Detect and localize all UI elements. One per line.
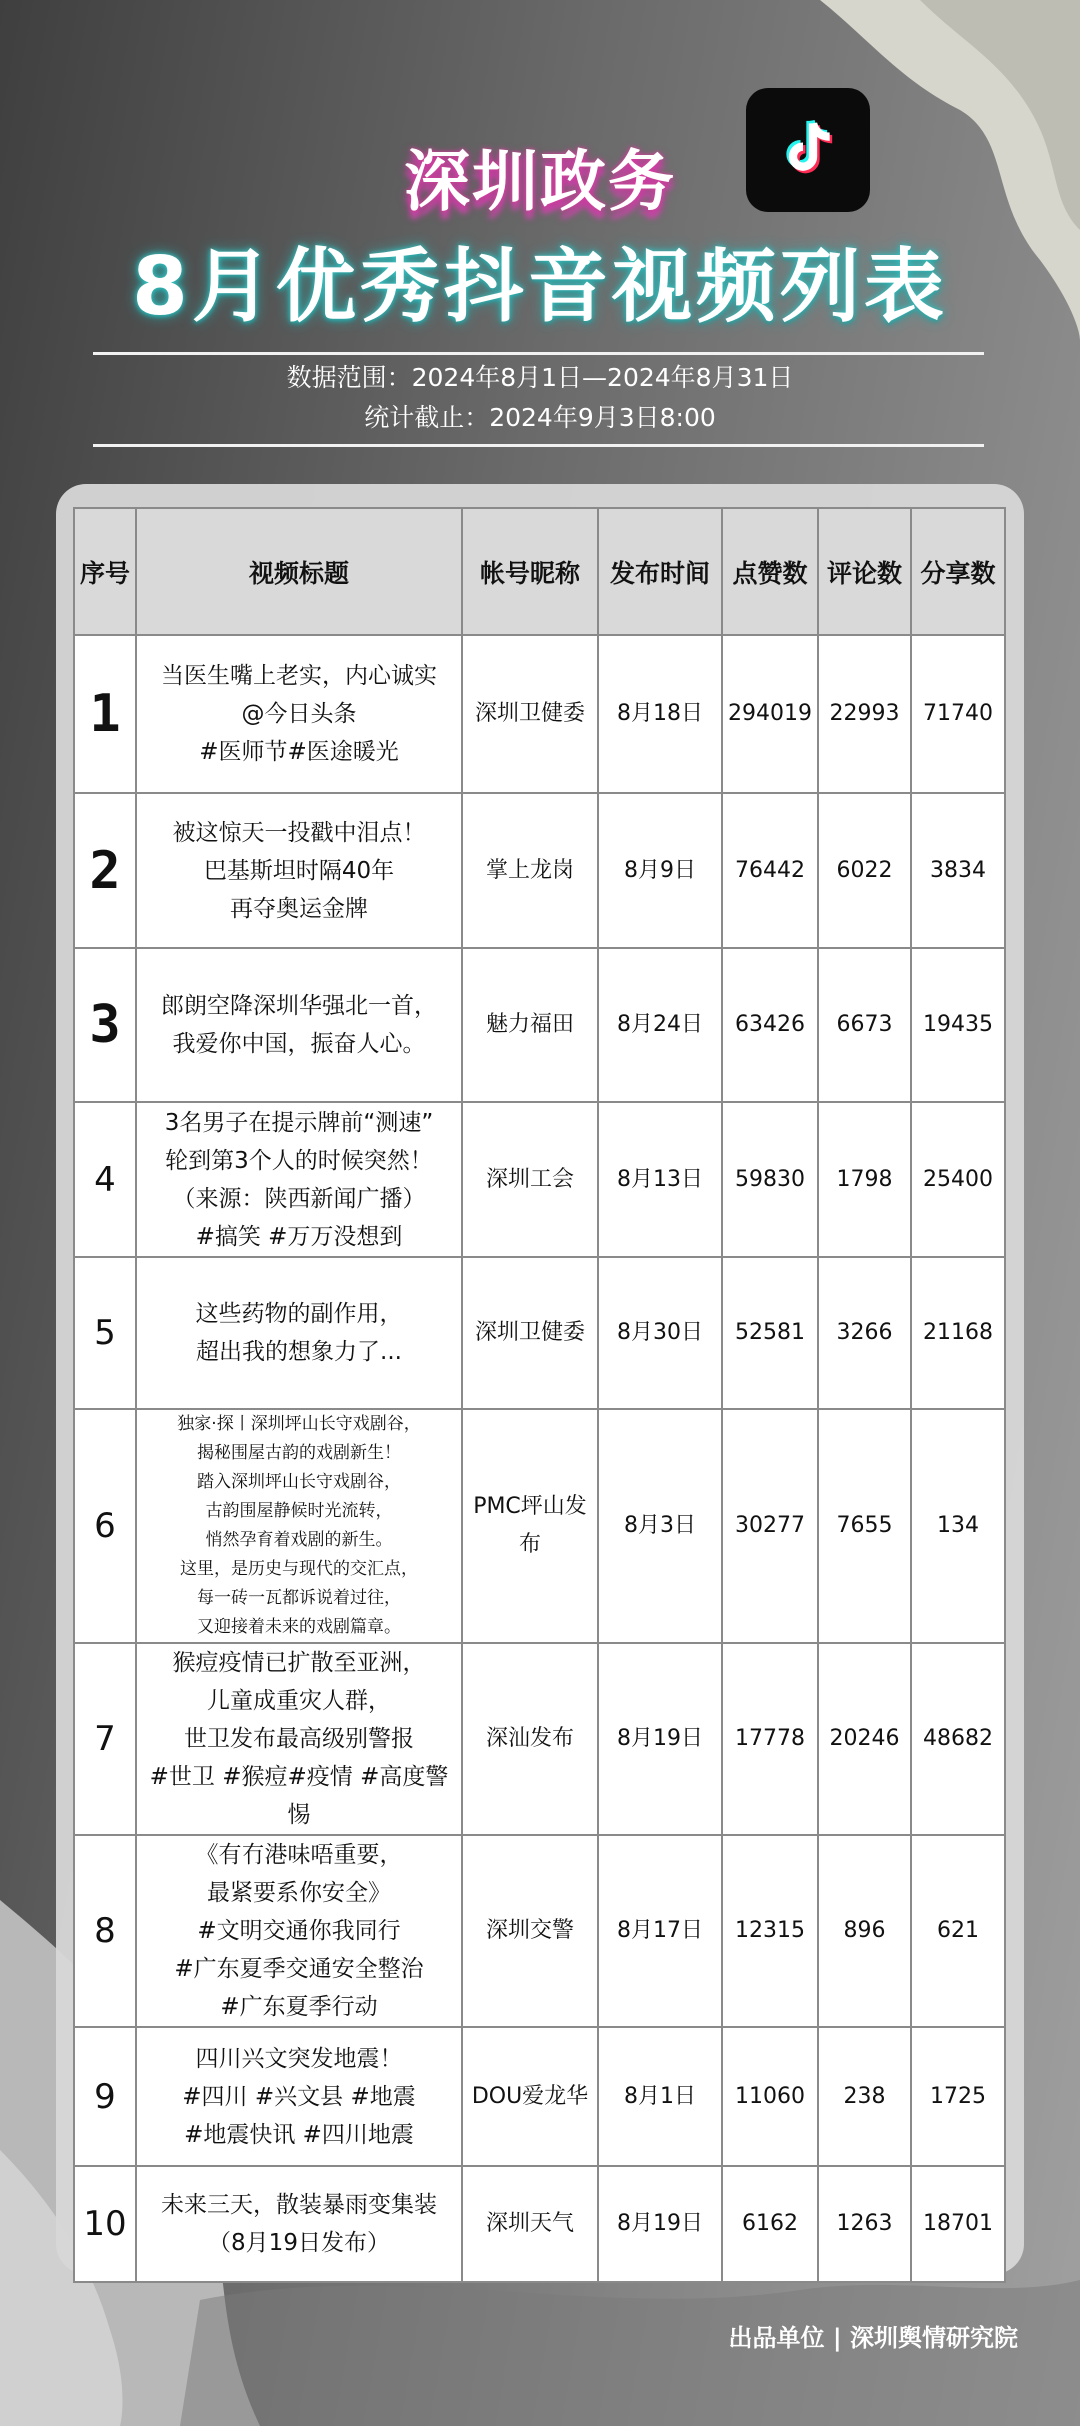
date-cell: 8月24日 <box>598 948 722 1102</box>
shares-cell: 3834 <box>911 793 1005 948</box>
table-row <box>74 1257 1005 1409</box>
account-cell: 深圳卫健委 <box>462 1257 598 1409</box>
shares-cell: 21168 <box>911 1257 1005 1409</box>
shares-cell: 18701 <box>911 2166 1005 2282</box>
title-line: 揭秘围屋古韵的戏剧新生！ <box>197 1443 401 1463</box>
rank-cell: 1 <box>74 635 136 793</box>
title-line: 未来三天，散装暴雨变集装 <box>161 2192 437 2218</box>
shares-cell: 621 <box>911 1835 1005 2027</box>
rank-cell: 10 <box>74 2166 136 2282</box>
title-line: 《有冇港味唔重要， <box>195 1842 403 1868</box>
account-cell: 深圳卫健委 <box>462 635 598 793</box>
video-table <box>73 507 1006 2283</box>
rank-cell: 7 <box>74 1643 136 1835</box>
comments-cell: 6022 <box>818 793 911 948</box>
column-header: 视频标题 <box>136 508 462 635</box>
account-cell: PMC坪山发布 <box>462 1409 598 1643</box>
title-line: 再夺奥运金牌 <box>230 895 368 922</box>
table-header-row <box>74 508 1005 635</box>
divider <box>93 352 984 355</box>
comments-cell: 6673 <box>818 948 911 1102</box>
title-line: 超出我的想象力了... <box>196 1339 402 1365</box>
account-cell: 深圳工会 <box>462 1102 598 1257</box>
date-cell: 8月17日 <box>598 1835 722 2027</box>
column-header: 帐号昵称 <box>462 508 598 635</box>
table-row <box>74 948 1005 1102</box>
title-line: 巴基斯坦时隔40年 <box>203 857 395 884</box>
title-line: #搞笑 #万万没想到 <box>195 1223 403 1250</box>
title-line: 我爱你中国，振奋人心。 <box>172 1031 426 1057</box>
account-cell: 魅力福田 <box>462 948 598 1102</box>
title-line: #广东夏季交通安全整治 <box>174 1956 424 1982</box>
table-row <box>74 1409 1005 1643</box>
likes-cell: 17778 <box>722 1643 818 1835</box>
date-cell: 8月30日 <box>598 1257 722 1409</box>
date-cell: 8月3日 <box>598 1409 722 1643</box>
table-row <box>74 2027 1005 2166</box>
comments-cell: 3266 <box>818 1257 911 1409</box>
title-line: 世卫发布最高级别警报 <box>184 1726 414 1752</box>
title-line: 儿童成重灾人群， <box>207 1688 391 1714</box>
title-line: 3名男子在提示牌前“测速” <box>164 1109 434 1136</box>
account-cell: DOU爱龙华 <box>462 2027 598 2166</box>
shares-cell: 1725 <box>911 2027 1005 2166</box>
shares-cell: 25400 <box>911 1102 1005 1257</box>
title-line1: 深圳政务 <box>404 143 676 220</box>
comments-cell: 22993 <box>818 635 911 793</box>
table-row <box>74 2166 1005 2282</box>
rank-cell: 8 <box>74 1835 136 2027</box>
likes-cell: 30277 <box>722 1409 818 1643</box>
video-title-cell <box>136 2027 462 2166</box>
table-row <box>74 1643 1005 1835</box>
date-cell: 8月19日 <box>598 2166 722 2282</box>
shares-cell: 48682 <box>911 1643 1005 1835</box>
video-title-cell <box>136 793 462 948</box>
rank-cell: 9 <box>74 2027 136 2166</box>
video-title-cell <box>136 948 462 1102</box>
shares-cell: 71740 <box>911 635 1005 793</box>
likes-cell: 12315 <box>722 1835 818 2027</box>
video-title-cell <box>136 2166 462 2282</box>
title-line: 这些药物的副作用， <box>195 1301 403 1327</box>
shares-cell: 134 <box>911 1409 1005 1643</box>
comments-cell: 238 <box>818 2027 911 2166</box>
likes-cell: 59830 <box>722 1102 818 1257</box>
video-title-cell <box>136 635 462 793</box>
title-line: 当医生嘴上老实，内心诚实 <box>161 663 437 689</box>
rank-cell: 5 <box>74 1257 136 1409</box>
comments-cell: 20246 <box>818 1643 911 1835</box>
publisher-credit: 出品单位 | 深圳舆情研究院 <box>728 2324 1018 2352</box>
title-line: 轮到第3个人的时候突然！ <box>165 1147 433 1174</box>
rank-cell: 2 <box>74 793 136 948</box>
title-line: 踏入深圳坪山长守戏剧谷， <box>197 1472 401 1492</box>
title-line: 郎朗空降深圳华强北一首， <box>161 993 437 1019</box>
title-line: （8月19日发布） <box>208 2230 390 2256</box>
video-title-cell <box>136 1409 462 1643</box>
account-cell: 掌上龙岗 <box>462 793 598 948</box>
rank-cell: 4 <box>74 1102 136 1257</box>
column-header: 点赞数 <box>722 508 818 635</box>
date-cell: 8月9日 <box>598 793 722 948</box>
divider <box>93 444 984 447</box>
rank-cell: 6 <box>74 1409 136 1643</box>
video-title-cell <box>136 1643 462 1835</box>
title-line: 古韵围屋静候时光流转， <box>205 1501 393 1521</box>
column-header: 发布时间 <box>598 508 722 635</box>
likes-cell: 52581 <box>722 1257 818 1409</box>
shares-cell: 19435 <box>911 948 1005 1102</box>
title-line: #世卫 #猴痘#疫情 #高度警惕 <box>149 1764 449 1828</box>
table-row <box>74 793 1005 948</box>
date-cell: 8月1日 <box>598 2027 722 2166</box>
date-cell: 8月13日 <box>598 1102 722 1257</box>
title-line: 四川兴文突发地震！ <box>195 2045 403 2072</box>
title-line: 每一砖一瓦都诉说着过往， <box>197 1588 401 1608</box>
title-line2: 8月优秀抖音视频列表 <box>132 240 948 333</box>
rank-cell: 3 <box>74 948 136 1102</box>
likes-cell: 6162 <box>722 2166 818 2282</box>
column-header: 序号 <box>74 508 136 635</box>
comments-cell: 7655 <box>818 1409 911 1643</box>
title-line: #广东夏季行动 <box>220 1994 378 2020</box>
video-title-cell <box>136 1102 462 1257</box>
date-cell: 8月19日 <box>598 1643 722 1835</box>
title-line: 又迎接着未来的戏剧篇章。 <box>197 1617 401 1637</box>
title-line: @今日头条 <box>241 701 357 727</box>
likes-cell: 63426 <box>722 948 818 1102</box>
tiktok-logo-icon <box>746 88 870 212</box>
account-cell: 深圳天气 <box>462 2166 598 2282</box>
comments-cell: 1798 <box>818 1102 911 1257</box>
title-line: 最紧要系你安全》 <box>207 1880 391 1906</box>
stat-cutoff: 统计截止：2024年9月3日8:00 <box>364 403 716 432</box>
likes-cell: 11060 <box>722 2027 818 2166</box>
title-line: 被这惊天一投戳中泪点！ <box>172 819 426 846</box>
table-row <box>74 1835 1005 2027</box>
title-line: （来源：陕西新闻广播） <box>172 1185 426 1212</box>
table-row <box>74 1102 1005 1257</box>
likes-cell: 294019 <box>722 635 818 793</box>
column-header: 评论数 <box>818 508 911 635</box>
title-line: 独家·探丨深圳坪山长守戏剧谷， <box>177 1414 421 1434</box>
comments-cell: 896 <box>818 1835 911 2027</box>
video-title-cell <box>136 1257 462 1409</box>
account-cell: 深圳交警 <box>462 1835 598 2027</box>
comments-cell: 1263 <box>818 2166 911 2282</box>
title-line: #地震快讯 #四川地震 <box>184 2121 414 2148</box>
title-line: #四川 #兴文县 #地震 <box>182 2083 416 2110</box>
title-line: 悄然孕育着戏剧的新生。 <box>205 1530 393 1550</box>
video-title-cell <box>136 1835 462 2027</box>
date-cell: 8月18日 <box>598 635 722 793</box>
title-line: #文明交通你我同行 <box>197 1918 401 1944</box>
likes-cell: 76442 <box>722 793 818 948</box>
title-line: #医师节#医途暖光 <box>199 739 399 765</box>
data-range: 数据范围：2024年8月1日—2024年8月31日 <box>286 363 794 392</box>
title-line: 猴痘疫情已扩散至亚洲， <box>172 1650 426 1676</box>
column-header: 分享数 <box>911 508 1005 635</box>
title-line: 这里，是历史与现代的交汇点， <box>180 1559 418 1579</box>
table-row <box>74 635 1005 793</box>
account-cell: 深汕发布 <box>462 1643 598 1835</box>
